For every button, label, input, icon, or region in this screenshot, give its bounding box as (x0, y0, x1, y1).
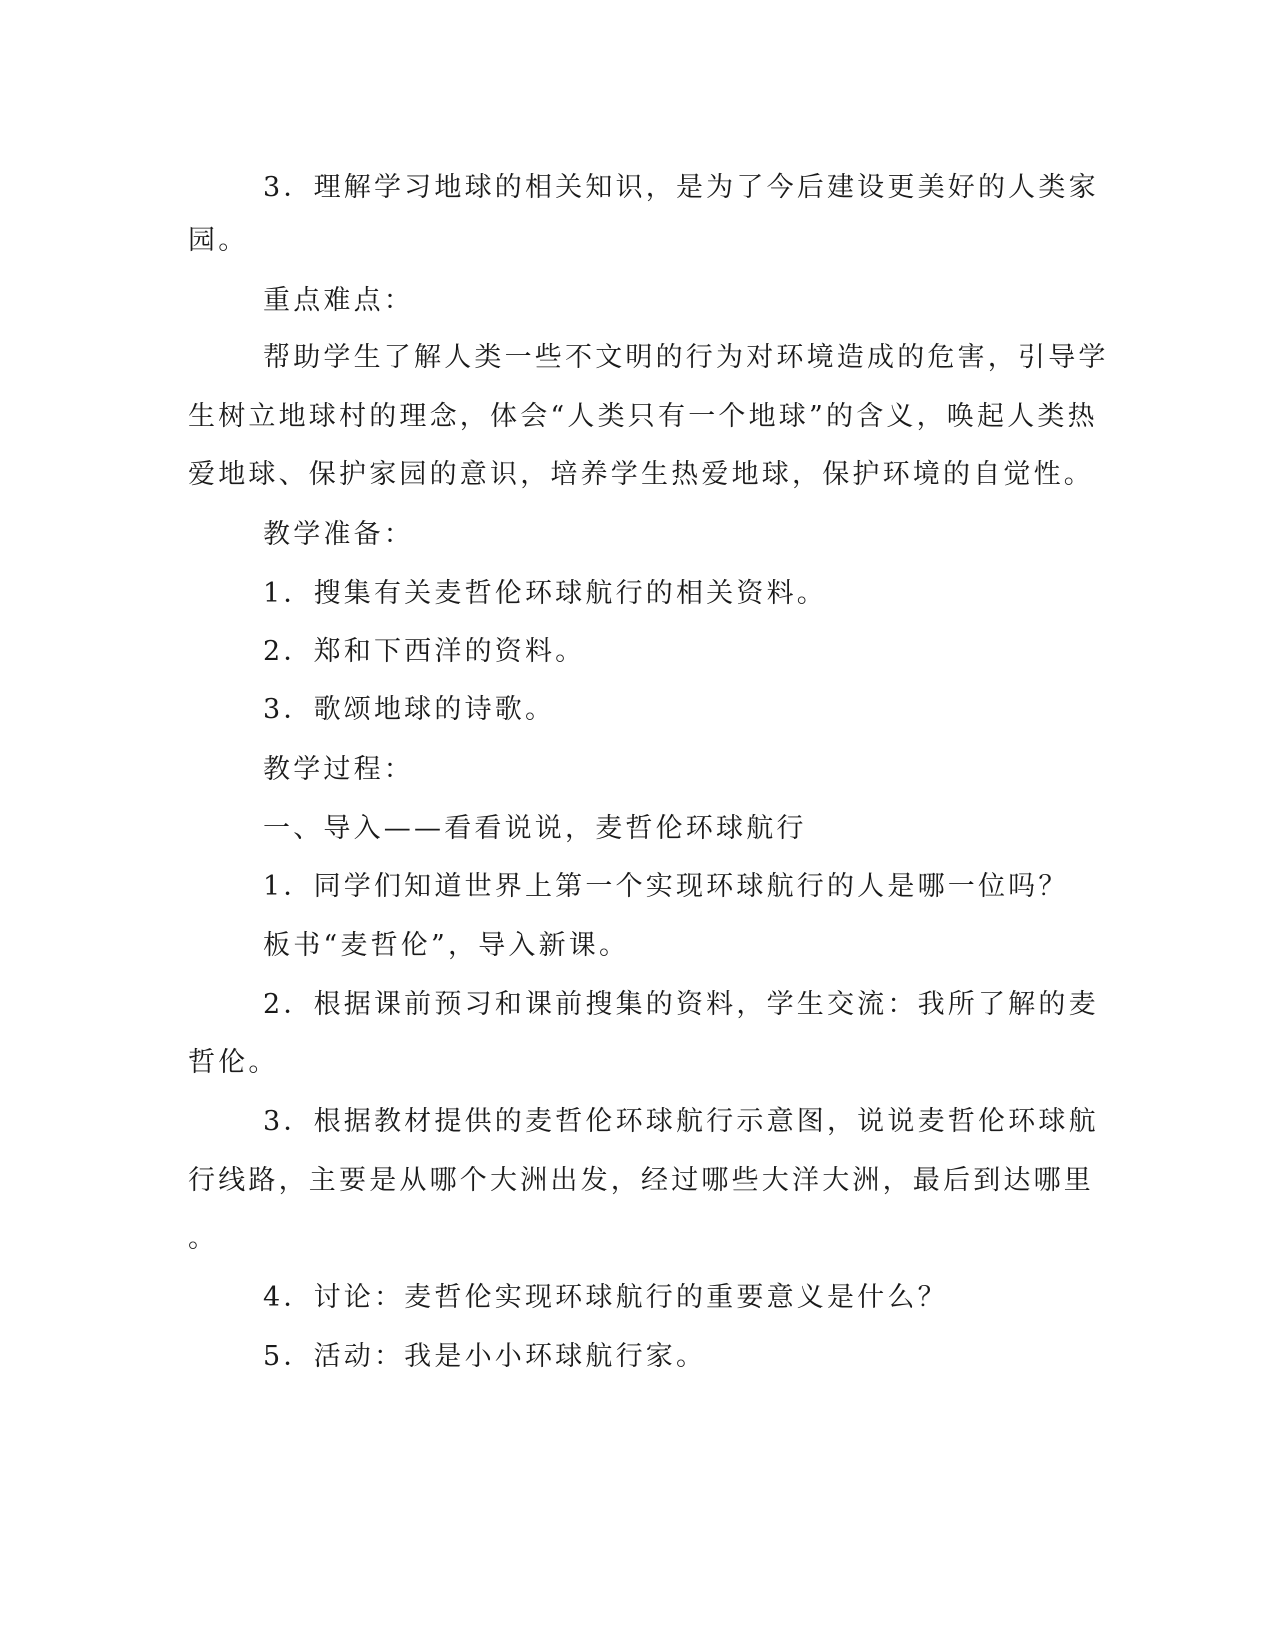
process-step-2-line-2: 哲伦。 (188, 1047, 279, 1078)
process-step-3-line-2: 行线路，主要是从哪个大洲出发，经过哪些大洋大洲，最后到达哪里 (188, 1165, 1094, 1196)
process-step-3-line-1: 3．根据教材提供的麦哲伦环球航行示意图，说说麦哲伦环球航 (263, 1106, 1099, 1137)
blackboard-note: 板书“麦哲伦”，导入新课。 (263, 930, 630, 961)
process-step-2-line-1: 2．根据课前预习和课前搜集的资料，学生交流：我所了解的麦 (263, 989, 1099, 1020)
objective-3-line-1: 3．理解学习地球的相关知识，是为了今后建设更美好的人类家 (263, 172, 1099, 203)
heading-key-difficulties: 重点难点： (263, 285, 414, 316)
preparation-item-3: 3．歌颂地球的诗歌。 (263, 694, 556, 725)
process-step-4: 4．讨论：麦哲伦实现环球航行的重要意义是什么？ (263, 1282, 948, 1313)
key-difficulties-line-2: 生树立地球村的理念，体会“人类只有一个地球”的含义，唤起人类热 (188, 401, 1098, 432)
key-difficulties-line-3: 爱地球、保护家园的意识，培养学生热爱地球，保护环境的自觉性。 (188, 459, 1094, 490)
process-step-1: 1．同学们知道世界上第一个实现环球航行的人是哪一位吗？ (263, 871, 1069, 902)
key-difficulties-line-1: 帮助学生了解人类一些不文明的行为对环境造成的危害，引导学 (263, 342, 1109, 373)
process-step-5: 5．活动：我是小小环球航行家。 (263, 1341, 707, 1372)
section-intro-heading: 一、导入——看看说说，麦哲伦环球航行 (263, 813, 807, 844)
objective-3-line-2: 园。 (188, 225, 249, 256)
heading-process: 教学过程： (263, 754, 414, 785)
heading-preparation: 教学准备： (263, 519, 414, 550)
preparation-item-1: 1．搜集有关麦哲伦环球航行的相关资料。 (263, 578, 827, 609)
process-step-3-line-3: 。 (188, 1223, 219, 1254)
preparation-item-2: 2．郑和下西洋的资料。 (263, 636, 586, 667)
